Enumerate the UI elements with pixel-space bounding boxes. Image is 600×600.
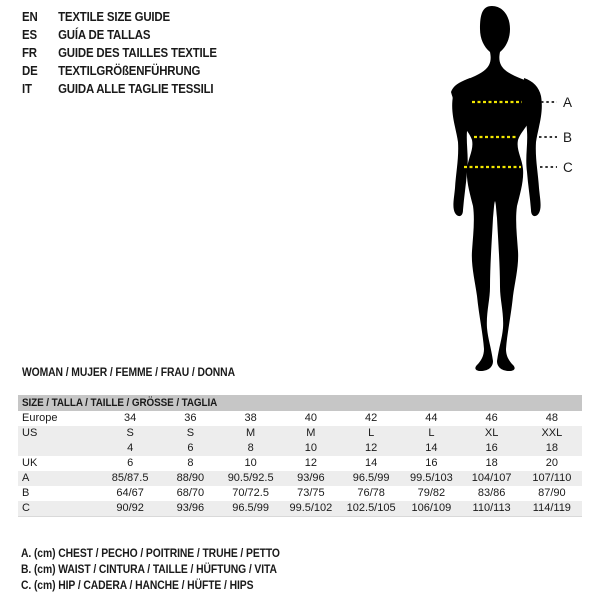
measure-legend (21, 546, 280, 594)
size-cell: 12 (365, 442, 378, 454)
table-row-europe (18, 411, 582, 426)
size-cell: 99.5/102 (289, 502, 333, 514)
size-cell: 99.5/103 (409, 472, 453, 484)
size-cell: S (126, 427, 134, 439)
size-row-label: C (22, 502, 30, 514)
size-cell: 106/109 (411, 502, 452, 514)
size-cell: 88/90 (176, 472, 205, 484)
size-cell: 10 (244, 457, 257, 469)
lang-code: DE (22, 63, 38, 78)
table-row-uk (18, 456, 582, 471)
lang-code: FR (22, 45, 37, 60)
size-cell: 8 (187, 457, 194, 469)
size-cell: 20 (545, 457, 558, 469)
lang-label: TEXTILE SIZE GUIDE (58, 9, 170, 24)
size-cell: M (246, 427, 256, 439)
size-cell: 44 (425, 412, 438, 424)
lang-code: EN (22, 9, 38, 24)
size-cell: 42 (365, 412, 378, 424)
size-cell: 79/82 (417, 487, 446, 499)
size-cell: 48 (545, 412, 558, 424)
size-row-label (18, 441, 100, 456)
size-cell: 68/70 (176, 487, 205, 499)
woman-silhouette-figure (395, 0, 600, 380)
lang-row-fr (22, 44, 217, 62)
woman-silhouette-svg (395, 0, 600, 380)
size-cell: XL (484, 427, 499, 439)
size-cell: 87/90 (538, 487, 566, 499)
lang-code: IT (22, 81, 32, 96)
size-cell: 73/75 (297, 487, 325, 499)
left-arm (452, 78, 470, 216)
size-row-label: US (22, 427, 38, 439)
lang-code: ES (22, 27, 37, 42)
size-cell: 14 (425, 442, 438, 454)
size-cell: L (428, 427, 435, 439)
section-title: WOMAN / MUJER / FEMME / FRAU / DONNA (22, 367, 235, 379)
size-cell: 93/96 (176, 502, 205, 514)
size-cell: 18 (545, 442, 558, 454)
lang-label: GUÍA DE TALLAS (58, 27, 151, 42)
size-cell: 34 (124, 412, 137, 424)
size-cell: 12 (304, 457, 317, 469)
marker-label-a: A (563, 95, 573, 110)
lang-label: TEXTILGRÖßENFÜHRUNG (58, 63, 201, 78)
size-cell: 93/96 (297, 472, 325, 484)
size-cell: 90.5/92.5 (227, 472, 274, 484)
size-cell: 36 (184, 412, 197, 424)
size-cell: 40 (304, 412, 317, 424)
size-cell: M (306, 427, 316, 439)
table-row-waist (18, 486, 582, 501)
marker-label-b: B (563, 130, 573, 145)
lang-label: GUIDA ALLE TAGLIE TESSILI (58, 81, 214, 96)
size-cell: 6 (187, 442, 194, 454)
size-cell: 110/113 (472, 502, 511, 514)
legend-line-waist: B. (cm) WAIST / CINTURA / TAILLE / HÜFTUNG / VITA (21, 564, 277, 576)
lang-row-it (22, 80, 217, 98)
size-cell: 114/119 (532, 502, 571, 514)
size-cell: 14 (365, 457, 378, 469)
size-table (18, 395, 582, 517)
size-cell: XXL (541, 427, 563, 439)
size-cell: 76/78 (357, 487, 385, 499)
size-cell: 6 (127, 457, 134, 469)
size-table-header-label: SIZE / TALLA / TAILLE / GRÖSSE / TAGLIA (22, 397, 218, 409)
marker-label-c: C (563, 160, 573, 175)
language-list (22, 8, 217, 98)
table-row-us-letters (18, 426, 582, 441)
size-cell: 85/87.5 (111, 472, 149, 484)
size-cell: 90/92 (116, 502, 144, 514)
table-row-chest (18, 471, 582, 486)
size-cell: 4 (127, 442, 134, 454)
size-cell: 8 (247, 442, 254, 454)
table-row-hip (18, 501, 582, 516)
size-cell: 107/110 (532, 472, 572, 484)
legend-line-hip: C. (cm) HIP / CADERA / HANCHE / HÜFTE / HIPS (21, 580, 254, 592)
size-cell: 83/86 (477, 487, 506, 499)
table-row-us-numbers (18, 441, 582, 456)
size-row-label: A (22, 472, 30, 484)
legend-line-chest: A. (cm) CHEST / PECHO / POITRINE / TRUHE / PETTO (21, 548, 280, 560)
size-cell: 102.5/105 (346, 502, 396, 514)
size-cell: 16 (425, 457, 438, 469)
size-cell: 96.5/99 (232, 502, 269, 514)
size-row-label: UK (22, 457, 38, 469)
size-cell: 46 (485, 412, 498, 424)
size-cell: 38 (244, 412, 257, 424)
size-row-label: Europe (22, 412, 58, 424)
size-cell: 10 (304, 442, 317, 454)
size-cell: S (186, 427, 195, 439)
lang-label: GUIDE DES TAILLES TEXTILE (58, 45, 217, 60)
right-arm (524, 78, 542, 216)
lang-row-es (22, 26, 217, 44)
size-cell: 16 (485, 442, 498, 454)
size-cell: 64/67 (116, 487, 144, 499)
lang-row-en (22, 8, 217, 26)
size-cell: L (368, 427, 375, 439)
size-row-label: B (22, 487, 30, 499)
size-cell: 96.5/99 (352, 472, 390, 484)
size-cell: 104/107 (471, 472, 512, 484)
size-cell: 70/72.5 (232, 487, 269, 499)
size-cell: 18 (485, 457, 498, 469)
lang-row-de (22, 62, 217, 80)
size-table-header (18, 395, 582, 411)
